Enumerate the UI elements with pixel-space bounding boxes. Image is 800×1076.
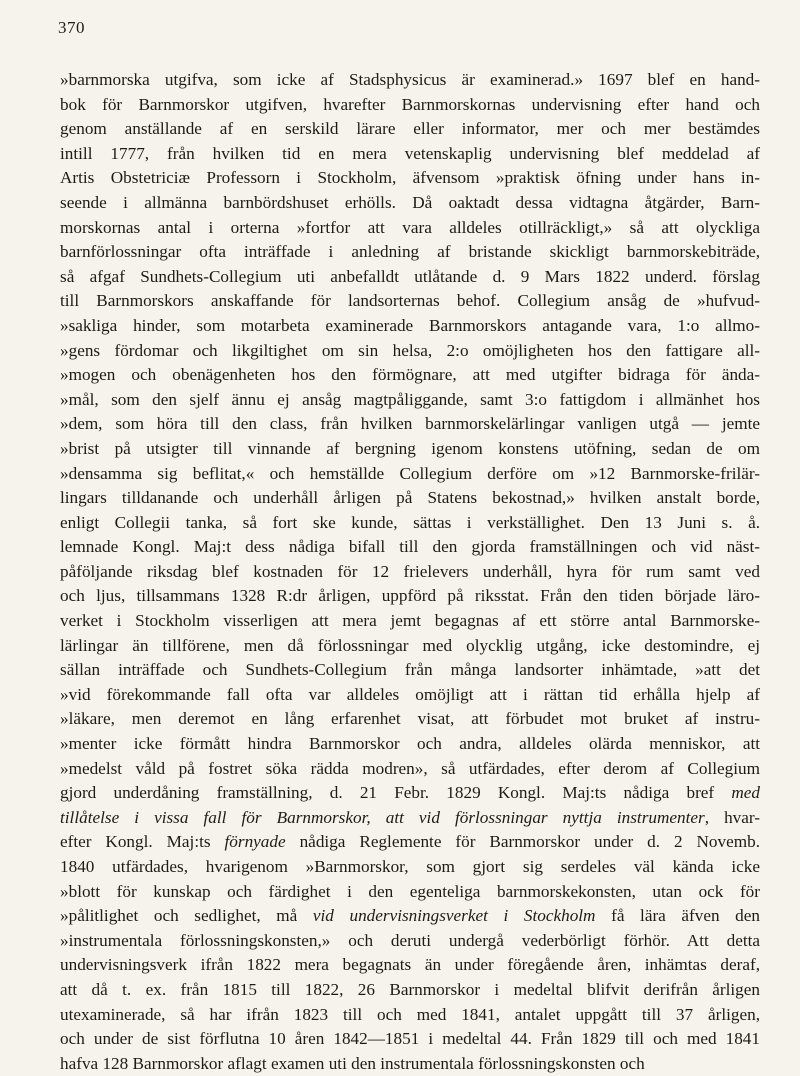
text-line bbox=[60, 634, 760, 659]
text-run: »menter icke förmått hindra Barnmorskor och andra, alldeles olärda menniskor, att bbox=[60, 734, 760, 754]
text-line bbox=[60, 855, 760, 880]
text-run: enligt Collegii tanka, så fort ske kunde, sättas i verkställighet. Den 13 Juni s. å. bbox=[60, 512, 760, 532]
text-run: barnförlossningar ofta inträffade i anledning af bristande skickligt barnmorskebiträde, bbox=[60, 242, 760, 262]
text-run: gjord underdåning framställning, d. 21 Febr. 1829 Kongl. Maj:ts nådiga bref bbox=[60, 783, 732, 803]
text-run: nådiga Reglemente för Barnmorskor under d. 2 Novemb. bbox=[285, 832, 760, 852]
italic-text: vid undervisningsverket i Stockholm bbox=[312, 906, 596, 926]
text-line bbox=[60, 757, 760, 782]
text-line bbox=[60, 1027, 760, 1052]
text-run: »gens fördomar och likgiltighet om sin helsa, 2:o omöjligheten hos den fattigare all- bbox=[60, 340, 760, 360]
text-run: »läkare, men deremot en lång erfarenhet visat, att förbudet mot bruket af instru- bbox=[60, 709, 760, 729]
text-run: »vid förekommande fall ofta var alldeles omöjligt att i rättan tid erhålla hjelp af bbox=[60, 684, 760, 704]
text-run: seende i allmänna barnbördshuset erhölls. Då oaktadt dessa vidtagna åtgärder, Barn- bbox=[60, 192, 760, 212]
text-line bbox=[60, 781, 760, 806]
text-line bbox=[60, 929, 760, 954]
text-line bbox=[60, 68, 760, 93]
text-line bbox=[60, 584, 760, 609]
text-run: »densamma sig beflitat,« och hemställde Collegium derföre om »12 Barnmorske-frilär- bbox=[60, 463, 760, 483]
text-line bbox=[60, 806, 760, 831]
text-line bbox=[60, 609, 760, 634]
text-line bbox=[60, 978, 760, 1003]
text-run: »instrumentala förlossningskonsten,» och deruti undergå vederbörligt förhör. Att detta bbox=[60, 930, 760, 950]
text-line bbox=[60, 166, 760, 191]
text-run: bok för Barnmorskor utgifven, hvarefter Barnmorskornas undervisning efter hand och bbox=[60, 94, 760, 114]
text-line bbox=[60, 462, 760, 487]
italic-text: tillåtelse i vissa fall för Barnmorskor, att vid förlossningar nyttja instrumenter bbox=[60, 807, 705, 827]
text-run: »barnmorska utgifva, som icke af Stadsphysicus är examinerad.» 1697 blef en hand- bbox=[60, 70, 760, 89]
text-run: »mogen och obenägenheten hos den förmögnare, att med utgifter bidraga för ända- bbox=[60, 365, 760, 385]
text-run: hafva 128 Barnmorskor aflagt examen uti den instrumentala förlossningskonsten och bbox=[60, 1053, 645, 1073]
text-line bbox=[60, 486, 760, 511]
body-text bbox=[60, 68, 760, 1076]
text-line bbox=[60, 412, 760, 437]
text-run: , hvar- bbox=[704, 807, 760, 827]
text-run: lingars tilldanande och underhåll årligen på Statens bekostnad,» hvilken anstalt borde, bbox=[60, 488, 760, 508]
text-line bbox=[60, 535, 760, 560]
text-line bbox=[60, 363, 760, 388]
text-line bbox=[60, 314, 760, 339]
text-run: Artis Obstetriciæ Professorn i Stockholm, äfvensom »praktisk öfning under hans in- bbox=[60, 168, 760, 188]
text-run: få lära äfven den bbox=[595, 906, 760, 926]
page-number: 370 bbox=[58, 18, 85, 37]
text-line bbox=[60, 904, 760, 929]
text-run: påföljande riksdag blef kostnaden för 12 frielevers underhåll, hyra för rum samt ved bbox=[60, 561, 760, 581]
text-run: morskornas antal i orterna »fortfor att vara alldeles otillräckligt,» så att olyckliga bbox=[60, 217, 760, 237]
text-run: verket i Stockholm visserligen att mera jemt begagnas af ett större antal Barnmorske- bbox=[60, 611, 760, 631]
text-run: lemnade Kongl. Maj:t dess nådiga bifall till den gjorda framställningen och vid näst- bbox=[60, 537, 760, 557]
text-run: att då t. ex. från 1815 till 1822, 26 Barnmorskor i medeltal blifvit derifrån årligen bbox=[60, 979, 760, 999]
text-run: utexaminerade, så har ifrån 1823 till och med 1841, antalet uppgått till 37 årligen, bbox=[60, 1004, 760, 1024]
text-line bbox=[60, 142, 760, 167]
text-line bbox=[60, 437, 760, 462]
text-run: intill 1777, från hvilken tid en mera vetenskaplig undervisning blef meddelad af bbox=[60, 143, 760, 163]
text-run: efter Kongl. Maj:ts bbox=[60, 832, 225, 852]
text-run: »dem, som höra till den class, från hvilken barnmorskelärlingar vanligen utgå — jemte bbox=[60, 414, 760, 434]
text-line bbox=[60, 880, 760, 905]
text-run: lärlingar än tillförene, men då förlossningar med olycklig utgång, icke destomindre, ej bbox=[60, 635, 760, 655]
text-run: genom anställande af en serskild lärare eller informator, mer och mer bestämdes bbox=[60, 119, 760, 139]
text-line bbox=[60, 683, 760, 708]
italic-text: med bbox=[731, 783, 760, 803]
text-run: »sakliga hinder, som motarbeta examinerade Barnmorskors antagande vara, 1:o allmo- bbox=[60, 315, 760, 335]
text-line bbox=[60, 560, 760, 585]
text-line bbox=[60, 732, 760, 757]
text-line bbox=[60, 830, 760, 855]
text-line bbox=[60, 191, 760, 216]
text-line bbox=[60, 93, 760, 118]
text-line bbox=[60, 265, 760, 290]
text-run: undervisningsverk ifrån 1822 mera begagnats än under föregående åren, inhämtas deraf, bbox=[60, 955, 760, 975]
text-run: och ljus, tillsammans 1328 R:dr årligen, uppförd på riksstat. Från den tiden började läro- bbox=[60, 586, 760, 606]
text-line bbox=[60, 1003, 760, 1028]
text-line bbox=[60, 658, 760, 683]
text-line bbox=[60, 953, 760, 978]
text-line bbox=[60, 1052, 760, 1076]
text-run: »brist på utsigter till vinnande af bergning igenom konstens utöfning, sedan de om bbox=[60, 438, 760, 458]
text-line bbox=[60, 216, 760, 241]
text-line bbox=[60, 117, 760, 142]
text-line bbox=[60, 707, 760, 732]
text-run: »pålitlighet och sedlighet, må bbox=[60, 906, 313, 926]
text-line bbox=[60, 388, 760, 413]
text-line bbox=[60, 289, 760, 314]
text-line bbox=[60, 339, 760, 364]
text-run: 1840 utfärdades, hvarigenom »Barnmorskor, som gjort sig serdeles väl kända icke bbox=[60, 857, 760, 876]
text-run: och under de sist förflutna 10 åren 1842—1851 i medeltal 44. Från 1829 till och med 1841 bbox=[60, 1029, 760, 1049]
text-run: »medelst våld på fostret söka rädda modren», så utfärdades, efter derom af Collegium bbox=[60, 758, 760, 778]
text-run: så afgaf Sundhets-Collegium uti anbefalldt utlåtande d. 9 Mars 1822 underd. förslag bbox=[60, 266, 760, 286]
text-line bbox=[60, 511, 760, 536]
italic-text: förnyade bbox=[224, 832, 286, 852]
text-line bbox=[60, 240, 760, 265]
text-run: »blott för kunskap och färdighet i den egenteliga barnmorskekonsten, utan ock för bbox=[60, 881, 760, 901]
text-run: sällan inträffade och Sundhets-Collegium från många landsorter inhämtade, »att det bbox=[60, 660, 760, 680]
text-run: »mål, som den sjelf ännu ej ansåg magtpåliggande, samt 3:o fattigdom i allmänhet hos bbox=[60, 389, 760, 409]
text-run: till Barnmorskors anskaffande för landsorternas behof. Collegium ansåg de »hufvud- bbox=[60, 291, 760, 311]
